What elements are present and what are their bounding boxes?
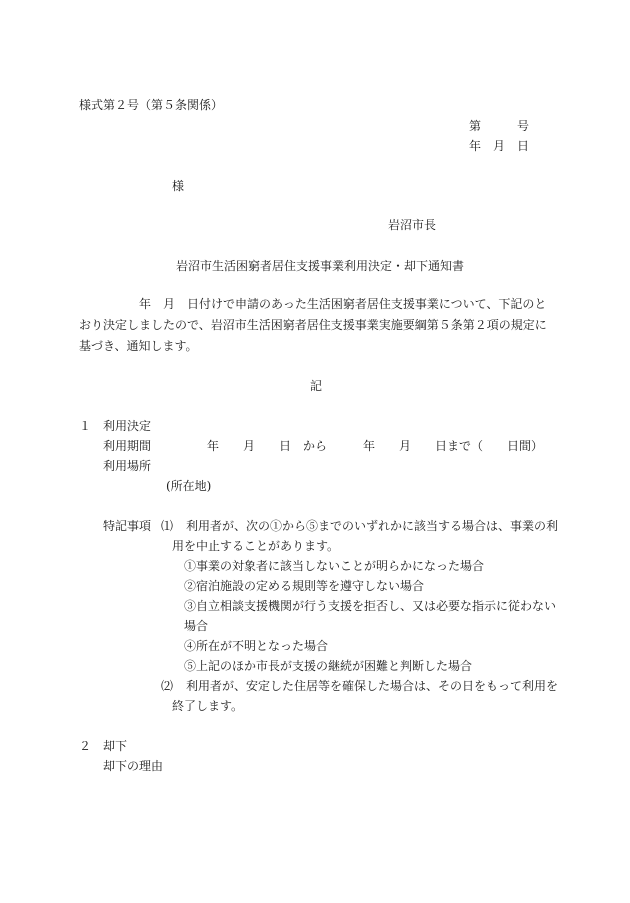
note2-number: ⑵ xyxy=(161,679,174,693)
addressee: 様 xyxy=(172,179,185,193)
condition-item: ②宿泊施設の定める規則等を遵守しない場合 xyxy=(184,579,425,593)
section1-number: １ xyxy=(79,419,92,433)
document-number: 第 号 xyxy=(469,119,530,133)
condition-item: ⑤上記のほか市長が支援の継続が困難と判断した場合 xyxy=(184,659,473,673)
ki-heading: 記 xyxy=(310,379,323,393)
condition-item: ③自立相談支援機関が行う支援を拒否し、又は必要な指示に従わない xyxy=(184,599,557,613)
form-label: 様式第２号（第５条関係） xyxy=(79,98,224,112)
period-text: 年 月 日 から 年 月 日まで（ 日間） xyxy=(207,439,544,453)
document-title: 岩沼市生活困窮者居住支援事業利用決定・却下通知書 xyxy=(176,259,465,273)
document-date: 年 月 日 xyxy=(469,139,530,153)
location-label: (所在地) xyxy=(166,479,212,493)
note1-number: ⑴ xyxy=(161,519,174,533)
note2-line2: 終了します。 xyxy=(172,699,244,713)
section2-number: ２ xyxy=(79,739,92,753)
reason-label: 却下の理由 xyxy=(103,759,164,773)
section1-title: 利用決定 xyxy=(103,419,152,433)
issuer: 岩沼市長 xyxy=(388,218,437,232)
period-label: 利用期間 xyxy=(103,439,152,453)
section2-title: 却下 xyxy=(103,739,128,753)
condition-item: ④所在が不明となった場合 xyxy=(184,639,329,653)
place-label: 利用場所 xyxy=(103,459,152,473)
body-paragraph: 年 月 日付けで申請のあった生活困窮者居住支援事業について、下記のとおり決定しましたので、岩沼市生活困窮者居住支援事業実施要綱第５条第２項の規定に基づき、通知します。 xyxy=(79,297,547,353)
note2-line1: 利用者が、安定した住居等を確保した場合は、その日をもって利用を xyxy=(186,679,559,693)
note1-line2: 用を中止することがあります。 xyxy=(172,539,340,553)
notes-label: 特記事項 xyxy=(103,519,152,533)
note1-line1: 利用者が、次の①から⑤までのいずれかに該当する場合は、事業の利 xyxy=(186,519,559,533)
condition-item-continued: 場合 xyxy=(184,619,209,633)
condition-item: ①事業の対象者に該当しないことが明らかになった場合 xyxy=(184,559,485,573)
